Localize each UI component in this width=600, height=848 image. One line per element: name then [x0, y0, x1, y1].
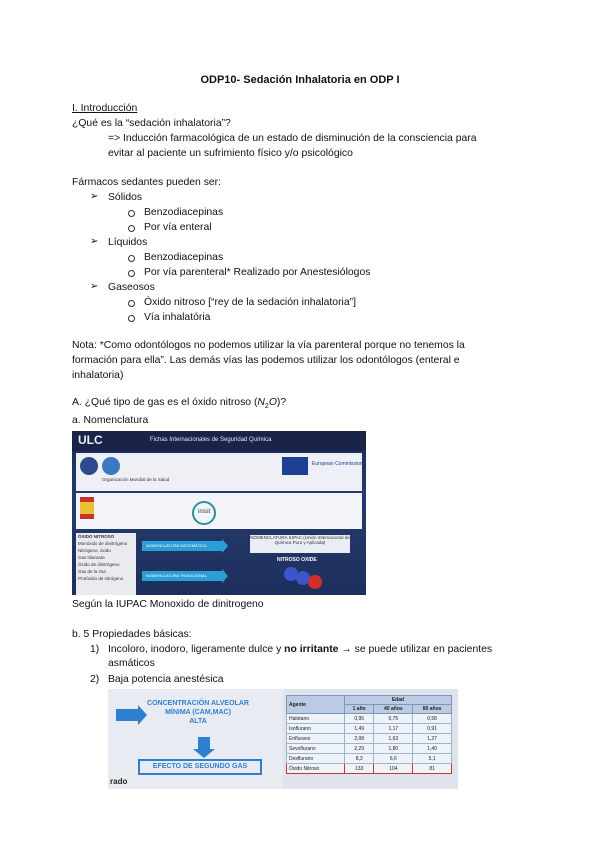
arrow-bullet-icon: ➢ [90, 191, 99, 202]
value-cell: 104 [374, 764, 413, 774]
oit-logo-icon [80, 457, 98, 475]
note-line2: formación para ella”. Las demás vías las podemos utilizar los odontólogos (enteral e [72, 355, 460, 366]
insst-label: insst [198, 509, 211, 515]
mac-concept-line1: CONCENTRACIÓN ALVEOLAR [147, 700, 249, 707]
column-header: 1 año [344, 705, 374, 714]
mac-photo [108, 689, 458, 789]
section-a-heading-post: )? [276, 397, 287, 408]
mac-concept-line3: ALTA [189, 718, 207, 725]
intro-answer-line1: => Inducción farmacológica de un estado de disminución de la consciencia para [108, 133, 477, 144]
formula-sub: 2 [264, 403, 269, 411]
formula-o: O [268, 397, 277, 408]
value-cell: 1,17 [374, 724, 413, 734]
group-label: Gaseosos [108, 282, 155, 293]
value-cell: 5,1 [413, 754, 452, 764]
note-line1: Nota: *Como odontólogos no podemos utilizar la vía parenteral porque no tenemos la [72, 340, 465, 351]
item-number: 1) [90, 644, 100, 655]
iupac-box: NOMENCLATURA IUPAC (Unión Internacional de Química Pura y Aplicada) [250, 535, 350, 553]
molecule-label: NITROSO OXIDE [277, 557, 317, 563]
section-a-sub: a. Nomenclatura [72, 415, 149, 426]
group-item: Óxido nitroso [“rey de la sedación inhalatoria”] [144, 297, 356, 308]
synonym-item: Nitrógeno, óxido [78, 548, 111, 553]
circle-bullet-icon [128, 315, 135, 322]
synonym-item: Gas de la risa [78, 569, 106, 574]
intro-heading: I. Introducción [72, 103, 138, 114]
ec-label: European Commission [312, 461, 363, 467]
ulc-logo: ULC [78, 433, 103, 447]
circle-bullet-icon [128, 225, 135, 232]
agent-cell: Enflurano [287, 734, 345, 744]
spain-flag-stripe [80, 502, 94, 514]
value-cell: 6,6 [374, 754, 413, 764]
table-row [287, 714, 452, 724]
value-cell: 2,08 [344, 734, 374, 744]
value-cell: 1,49 [344, 724, 374, 734]
down-arrow-icon [198, 737, 210, 749]
oxygen-atom-icon [308, 575, 322, 589]
section-a-heading-pre: A. ¿Qué tipo de gas es el óxido nitroso ( [72, 397, 258, 408]
column-header: 80 años [413, 705, 452, 714]
synonym-item: ÓXIDO NITROSO [78, 534, 115, 539]
table-row [287, 734, 452, 744]
property-1-pre: Incoloro, inodoro, ligeramente dulce y [108, 644, 285, 655]
section-b-heading: b. 5 Propiedades básicas: [72, 629, 192, 640]
agent-cell: Sevoflurano [287, 744, 345, 754]
value-cell: 0,58 [413, 714, 452, 724]
value-cell: 1,80 [374, 744, 413, 754]
synonym-item: Protóxido de nitrógeno [78, 576, 124, 581]
agent-cell: Isoflurano [287, 724, 345, 734]
value-cell: 81 [413, 764, 452, 774]
circle-bullet-icon [128, 300, 135, 307]
logos-band-2 [76, 493, 362, 529]
group-item: Por vía enteral [144, 222, 212, 233]
group-item: Por vía parenteral* Realizado por Anestesiólogos [144, 267, 371, 278]
property-1-line2: asmáticos [108, 658, 155, 669]
table-row [287, 754, 452, 764]
value-cell: 0,95 [344, 714, 374, 724]
value-cell: 0,91 [413, 724, 452, 734]
value-cell: 8,3 [344, 754, 374, 764]
group-item: Benzodiacepinas [144, 252, 224, 263]
column-header: 40 años [374, 705, 413, 714]
intro-answer-line2: evitar al paciente un sufrimiento físico y/o psicológico [108, 148, 353, 159]
table-row [287, 744, 452, 754]
group-item: Vía inhalatória [144, 312, 211, 323]
value-cell: 0,75 [374, 714, 413, 724]
mac-concept-line2: MÍNIMA (CAM,MAC) [165, 709, 231, 716]
agent-cell: Desflurano [287, 754, 345, 764]
group-label: Sólidos [108, 192, 143, 203]
table-row [287, 724, 452, 734]
photo-header-text: Fichas Internacionales de Seguridad Química [150, 437, 272, 443]
property-2: Baja potencia anestésica [108, 674, 224, 685]
item-number: 2) [90, 674, 100, 685]
page-title: ODP10- Sedación Inhalatoria en ODP I [200, 74, 400, 86]
group-label: Líquidos [108, 237, 148, 248]
section-a-heading [72, 396, 286, 414]
eu-flag-icon [282, 457, 308, 475]
value-cell: 2,29 [344, 744, 374, 754]
intro-question: ¿Qué es la “sedación inhalatoria”? [72, 118, 231, 129]
circle-bullet-icon [128, 210, 135, 217]
agent-header: Agente [287, 696, 345, 714]
nomenclature-photo [72, 431, 366, 595]
table-row-highlighted [287, 764, 452, 774]
oms-logo-icon [102, 457, 120, 475]
note-line3: inhalatoria) [72, 370, 124, 381]
synonym-item: Gas hilarante [78, 555, 105, 560]
value-cell: 133 [344, 764, 374, 774]
mac-concept [118, 699, 278, 726]
value-cell: 1,63 [374, 734, 413, 744]
synonym-item: Óxido de dinitrógeno [78, 562, 120, 567]
arrow-bullet-icon: ➢ [90, 236, 99, 247]
circle-bullet-icon [128, 255, 135, 262]
formula-n: N [257, 397, 265, 408]
mac-table [286, 695, 452, 774]
property-1 [108, 643, 492, 657]
group-item: Benzodiacepinas [144, 207, 224, 218]
property-1-bold: no irritante [284, 644, 339, 655]
circle-bullet-icon [128, 270, 135, 277]
synonym-item: Monóxido de dinitrógeno [78, 541, 128, 546]
oms-label: Organización Mundial de la Salud [102, 477, 170, 482]
age-header: Edad [344, 696, 451, 705]
agent-cell: Óxido Nitroso [287, 764, 345, 774]
agent-cell: Halotano [287, 714, 345, 724]
systematic-label: NOMENCLATURA SISTEMÁTICA [146, 543, 207, 548]
drugs-lead: Fármacos sedantes pueden ser: [72, 177, 222, 188]
property-1-post: → se puede utilizar en pacientes [338, 644, 493, 655]
value-cell: 1,40 [413, 744, 452, 754]
synonyms-list [76, 533, 136, 595]
traditional-label: NOMENCLATURA TRADICIONAL [146, 573, 207, 578]
iupac-caption: Según la IUPAC Monoxido de dinitrogeno [72, 599, 264, 610]
value-cell: 1,27 [413, 734, 452, 744]
photo-corner-text: rado [110, 777, 128, 786]
logos-band [76, 453, 362, 491]
second-gas-effect: EFECTO DE SEGUNDO GAS [138, 759, 262, 775]
arrow-bullet-icon: ➢ [90, 281, 99, 292]
